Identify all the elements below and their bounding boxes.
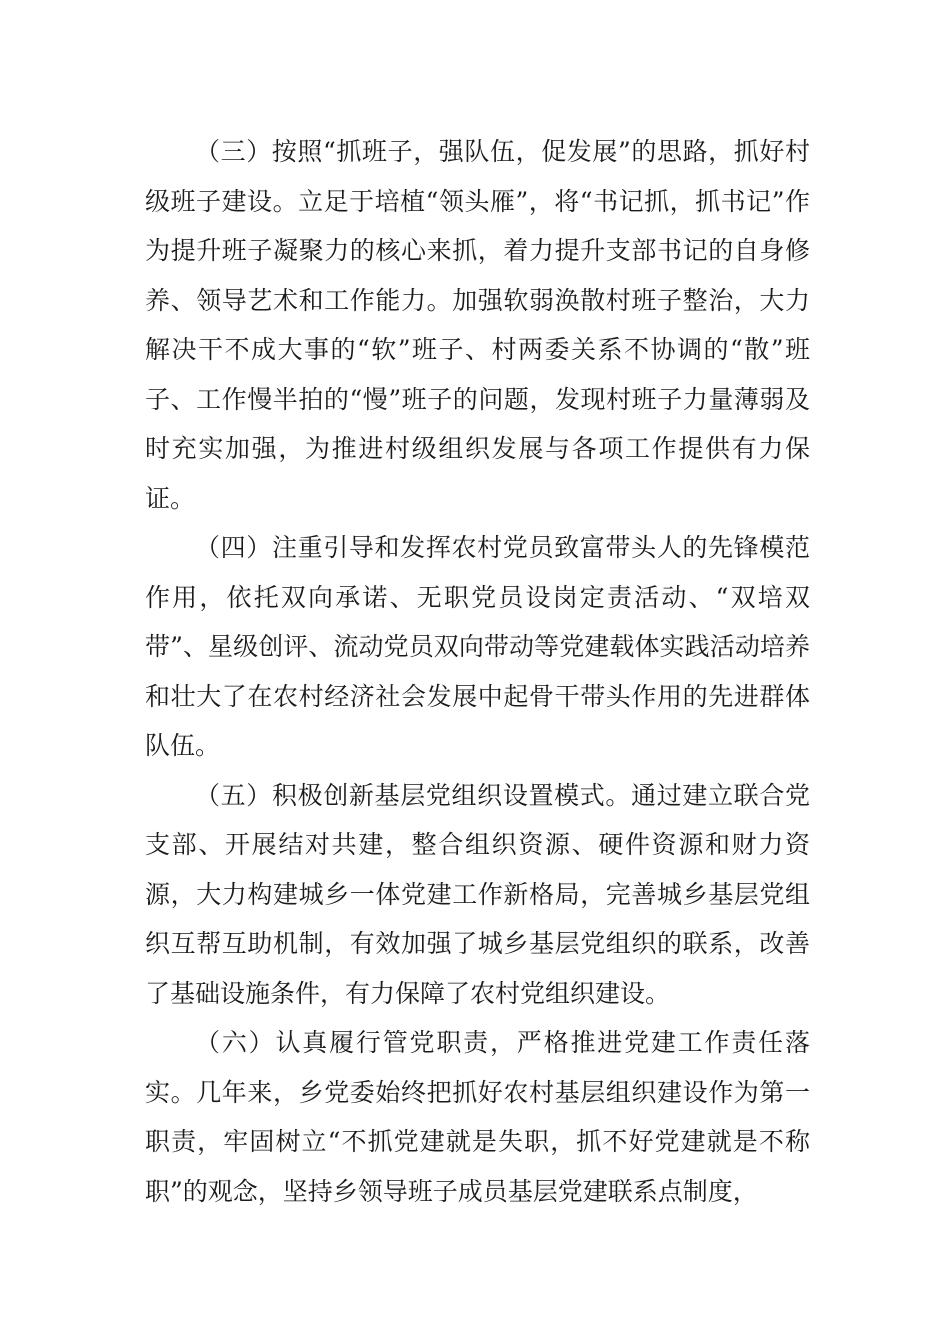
paragraph-six: （六）认真履行管党职责，严格推进党建工作责任落实。几年来，乡党委始终把抓好农村基层组织建设作为第一职责，牢固树立“不抓党建就是失职，抓不好党建就是不称职”的观念，坚持乡领导班子成员基层党建联系点制度， [145, 1028, 810, 1206]
document-body [145, 127, 810, 1216]
paragraph-three: （三）按照“抓班子，强队伍，促发展”的思路，抓好村级班子建设。立足于培植“领头雁”，将“书记抓，抓书记”作为提升班子凝聚力的核心来抓，着力提升支部书记的自身修养、领导艺术和工作能力。加强软弱涣散村班子整治，大力解决干不成大事的“软”班子、村两委关系不协调的“散”班子、工作慢半拍的“慢”班子的问题，发现村班子力量薄弱及时充实加强，为推进村级组织发展与各项工作提供有力保证。 [145, 137, 810, 513]
paragraph-four: （四）注重引导和发挥农村党员致富带头人的先锋模范作用，依托双向承诺、无职党员设岗定责活动、“双培双带”、星级创评、流动党员双向带动等党建载体实践活动培养和壮大了在农村经济社会发展中起骨干带头作用的先进群体队伍。 [145, 533, 810, 760]
paragraph-five: （五）积极创新基层党组织设置模式。通过建立联合党支部、开展结对共建，整合组织资源、硬件资源和财力资源，大力构建城乡一体党建工作新格局，完善城乡基层党组织互帮互助机制，有效加强了城乡基层党组织的联系，改善了基础设施条件，有力保障了农村党组织建设。 [145, 780, 810, 1008]
